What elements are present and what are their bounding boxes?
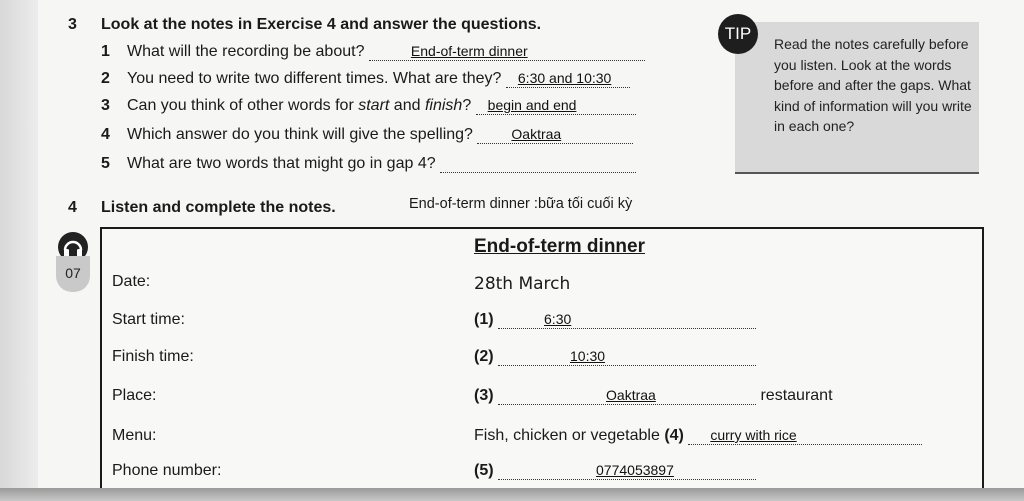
start-time-field (474, 311, 756, 329)
notes-title: End-of-term dinner (474, 236, 645, 257)
page-bottom-edge (0, 488, 1024, 501)
question-text: Which answer do you think will give the spelling? (127, 126, 473, 143)
gap-2-line[interactable] (498, 349, 756, 366)
gap-number: (3) (474, 387, 494, 404)
question-italic-finish: finish (424, 97, 463, 114)
start-time-label: Start time: (112, 311, 185, 328)
question-text: Can you think of other words for (127, 97, 359, 114)
phone-number-field (474, 462, 756, 480)
place-suffix: restaurant (760, 387, 833, 404)
gap-number: (4) (664, 427, 684, 444)
answer-line[interactable] (477, 127, 633, 144)
gap-1-line[interactable] (498, 312, 756, 329)
tip-badge: TIP (718, 14, 758, 54)
answer-text: Oaktraa (511, 126, 562, 142)
answer-line[interactable] (440, 156, 636, 173)
phone-number-label: Phone number: (112, 462, 222, 479)
gap-5-answer: 0774053897 (596, 462, 674, 478)
audio-track-number[interactable]: 07 (56, 256, 90, 292)
exercise-3-number: 3 (68, 16, 77, 33)
gap-3-line[interactable] (498, 388, 756, 405)
question-text: What are two words that might go in gap 4? (127, 155, 436, 172)
answer-line[interactable] (369, 44, 645, 61)
question-number: 4 (101, 126, 110, 143)
place-label: Place: (112, 387, 157, 404)
exercise-3-title: Look at the notes in Exercise 4 and answer the questions. (101, 16, 542, 33)
answer-text: 6:30 and 10:30 (517, 70, 612, 86)
menu-field (474, 427, 922, 445)
gap-number: (2) (474, 348, 494, 365)
gap-3-answer: Oaktraa (606, 387, 656, 403)
question-italic-start: start (358, 97, 390, 114)
question-number: 5 (101, 155, 110, 172)
gap-number: (5) (474, 462, 494, 479)
date-value: 28th March (474, 274, 571, 294)
page-edge (0, 0, 38, 501)
question-4 (101, 126, 633, 144)
answer-line[interactable] (506, 71, 630, 88)
exercise-4-title: Listen and complete the notes. (101, 199, 336, 216)
handwritten-annotation: End-of-term dinner :bữa tối cuối kỳ (409, 196, 633, 212)
question-text: You need to write two different times. What are they? (127, 70, 502, 87)
question-number: 1 (101, 43, 110, 60)
question-5 (101, 155, 636, 173)
exercise-4-number: 4 (68, 199, 77, 216)
question-2 (101, 70, 630, 88)
question-text: What will the recording be about? (127, 43, 365, 60)
question-text-end: ? (462, 97, 472, 114)
gap-2-answer: 10:30 (570, 348, 606, 364)
date-label: Date: (112, 273, 151, 290)
gap-5-line[interactable] (498, 463, 756, 480)
menu-prefix: Fish, chicken or vegetable (474, 427, 660, 444)
tip-text: Read the notes carefully before you listen. Look at the words before and after the gaps. What kind of information will you write in each one? (774, 36, 972, 134)
answer-text: End-of-term dinner (410, 43, 528, 59)
question-number: 2 (101, 70, 110, 87)
finish-time-field (474, 348, 756, 366)
question-number: 3 (101, 97, 110, 114)
gap-number: (1) (474, 311, 494, 328)
gap-4-answer: curry with rice (710, 427, 797, 443)
question-3 (101, 97, 636, 115)
answer-line[interactable] (476, 98, 636, 115)
question-1 (101, 43, 645, 61)
finish-time-label: Finish time: (112, 348, 194, 365)
place-field (474, 387, 833, 405)
answer-text: begin and end (487, 97, 577, 113)
gap-1-answer: 6:30 (544, 311, 572, 327)
gap-4-line[interactable] (688, 428, 922, 445)
question-text-mid: and (389, 97, 425, 114)
menu-label: Menu: (112, 427, 157, 444)
